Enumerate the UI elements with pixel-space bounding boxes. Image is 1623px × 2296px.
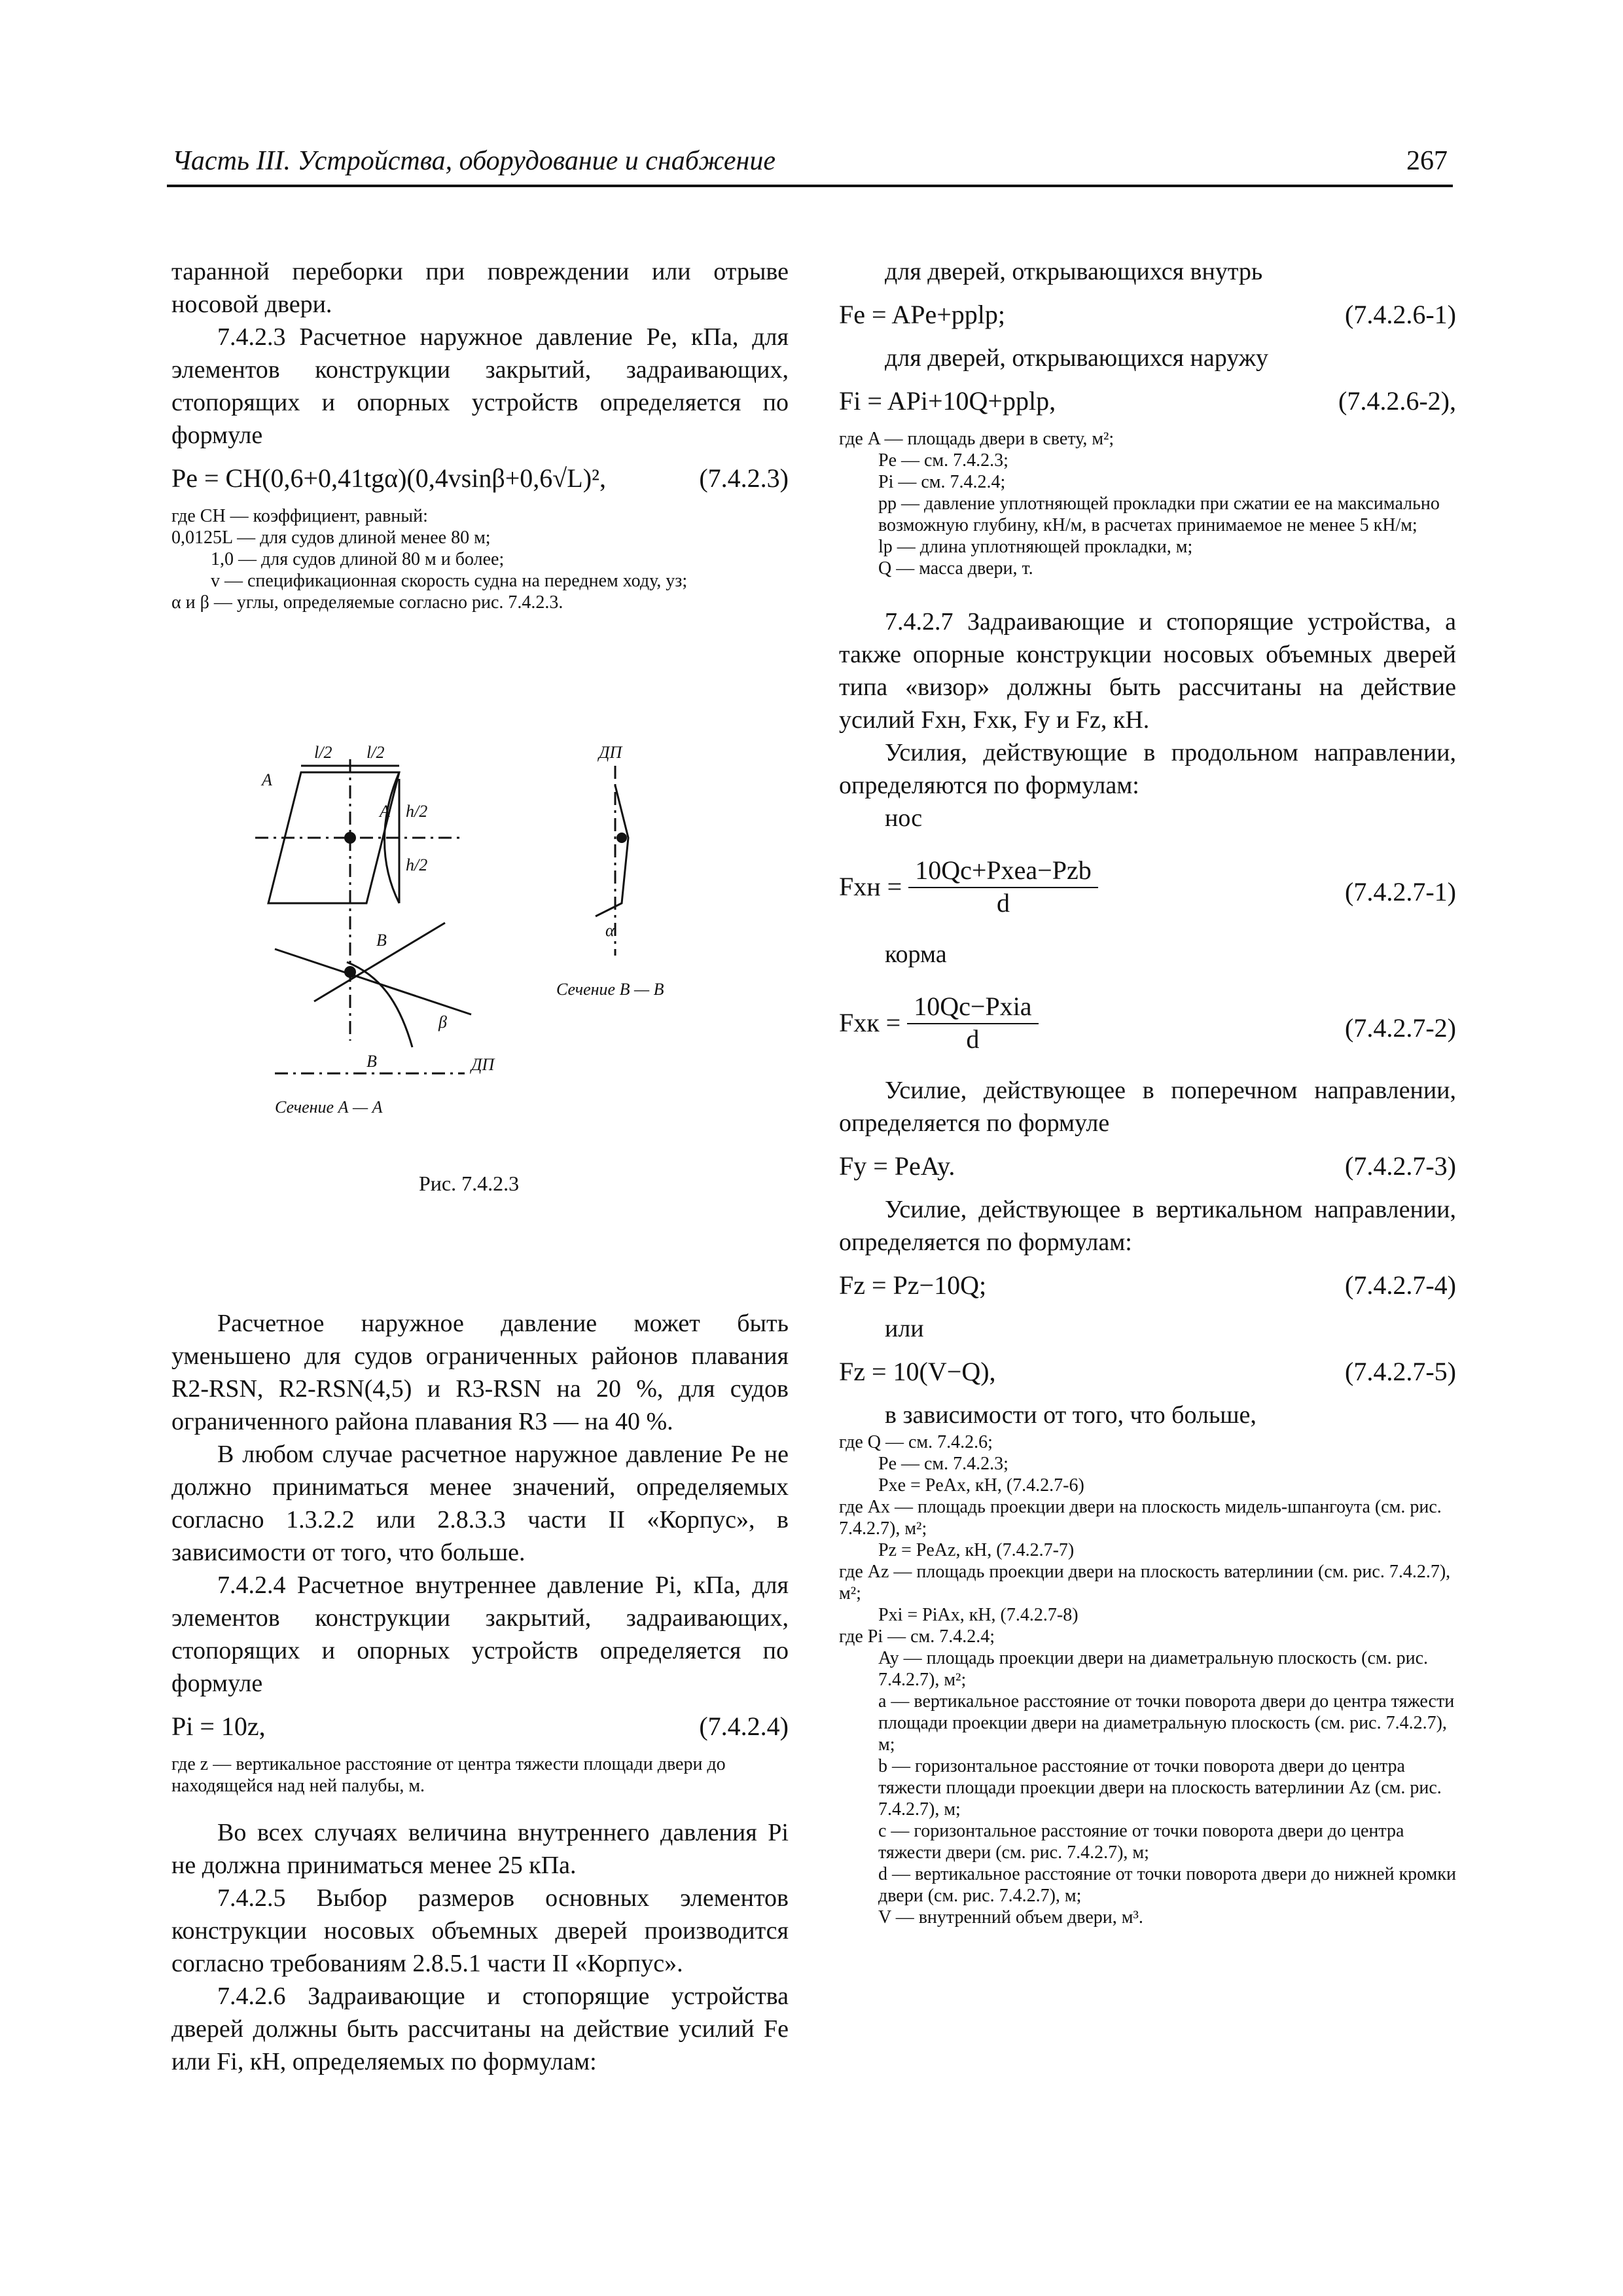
legend-item: где CH — коэффициент, равный: <box>171 506 428 526</box>
page-number: 267 <box>1406 146 1448 176</box>
fig-label: ДП <box>599 743 622 762</box>
line-aa <box>275 949 471 1014</box>
fig-label: ДП <box>471 1055 495 1074</box>
formula <box>839 1354 1456 1390</box>
legend-item: pp — давление уплотняющей прокладки при сжатии ее на максимально возможную глубину, кН/м, в расчетах принимаемое не менее 5 кН/м; <box>878 493 1440 535</box>
legend-item: где A — площадь двери в свету, м²; <box>839 429 1115 449</box>
formula-body: Fe = APe+pplp; <box>839 300 1006 329</box>
formula-number: (7.4.2.3) <box>699 463 789 493</box>
legend-item: Ay — площадь проекции двери на диаметральную плоскость (см. рис. 7.4.2.7), м²; <box>878 1648 1429 1690</box>
legend-item: V — внутренний объем двери, м³. <box>878 1907 1143 1928</box>
fig-label: h/2 <box>406 802 428 821</box>
legend-item: 0,0125L — для судов длиной менее 80 м; <box>171 528 491 548</box>
formula-number: (7.4.2.7-5) <box>1345 1357 1456 1386</box>
fraction-formula <box>839 854 1456 918</box>
figure-caption: Рис. 7.4.2.3 <box>419 1172 520 1195</box>
legend-item: Q — масса двери, т. <box>878 558 1033 579</box>
fraction <box>907 990 1038 1054</box>
formula-body: Fz = 10(V−Q), <box>839 1357 996 1386</box>
formula-body: Fy = PeAy. <box>839 1151 955 1181</box>
legend <box>171 505 789 613</box>
running-header <box>167 145 1453 179</box>
section-bb <box>596 785 628 916</box>
legend-item: v — спецификационная скорость судна на переднем ходу, уз; <box>211 571 688 591</box>
paragraph: для дверей, открывающихся наружу <box>885 344 1268 372</box>
legend-item: Pi — см. 7.4.2.4; <box>878 472 1006 492</box>
denominator: d <box>966 1024 980 1054</box>
fig-label: A <box>380 802 390 821</box>
denominator: d <box>996 888 1010 918</box>
legend-item: Pxe = PeAx, кН, (7.4.2.7-6) <box>878 1475 1084 1496</box>
paragraph: 7.4.2.6 Задраивающие и стопорящие устройства дверей должны быть рассчитаны на действие усилий Fe или Fi, кН, определяемых по формулам: <box>171 1982 789 2075</box>
formula-number: (7.4.2.6-2), <box>1338 386 1456 416</box>
legend-item: Pz = PeAz, кН, (7.4.2.7-7) <box>878 1540 1075 1560</box>
figure-7-4-2-3 <box>249 740 759 1211</box>
fig-label: l/2 <box>314 743 332 762</box>
legend-item: Pe — см. 7.4.2.3; <box>878 450 1008 471</box>
section-label: Сечение А — А <box>275 1098 383 1117</box>
legend-item: 1,0 — для судов длиной 80 м и более; <box>211 549 505 569</box>
formula-number: (7.4.2.7-1) <box>1345 877 1456 906</box>
header-rule <box>167 185 1453 187</box>
formula-lhs: Fxн = <box>839 871 902 901</box>
formula <box>839 1149 1456 1184</box>
fig-label: B <box>366 1052 377 1071</box>
legend-item: где Ax — площадь проекции двери на плоскость мидель-шпангоута (см. рис. 7.4.2.7), м²; <box>839 1497 1442 1539</box>
formula-body: Pi = 10z, <box>171 1712 266 1741</box>
formula-number: (7.4.2.7-2) <box>1345 1013 1456 1043</box>
right-column <box>839 255 1456 1928</box>
pivot-point <box>344 966 356 978</box>
section-label: Сечение В — В <box>556 980 664 999</box>
formula-number: (7.4.2.6-1) <box>1345 300 1456 329</box>
paragraph: Усилия, действующие в продольном направлении, определяются по формулам: <box>839 739 1456 799</box>
paragraph: Усилие, действующее в поперечном направлении, определяется по формуле <box>839 1077 1456 1137</box>
fig-label: α <box>605 921 615 940</box>
fig-label: l/2 <box>366 743 385 762</box>
numerator: 10Qc−Pxia <box>907 990 1038 1024</box>
formula-lhs: Fxк = <box>839 1007 901 1037</box>
paragraph: Расчетное наружное давление может быть уменьшено для судов ограниченных районов плавания R2-RSN, R2-RSN(4,5) и R3-RSN на 20 %, для судов ограниченного района плавания R3 — на 40 %. <box>171 1310 789 1435</box>
paragraph: Во всех случаях величина внутреннего давления Pi не должна приниматься менее 25 кПа. <box>171 1819 789 1879</box>
legend-item: α и β — углы, определяемые согласно рис. 7.4.2.3. <box>171 592 563 613</box>
formula <box>171 461 789 496</box>
legend-item: где Pi — см. 7.4.2.4; <box>839 1626 995 1647</box>
header-title: Часть III. Устройства, оборудование и снабжение <box>172 146 776 176</box>
fig-label: A <box>262 770 272 789</box>
formula-body: Fz = Pz−10Q; <box>839 1270 987 1300</box>
paragraph: для дверей, открывающихся внутрь <box>885 258 1263 285</box>
legend-item: a — вертикальное расстояние от точки поворота двери до центра тяжести площади проекции двери на диаметральную плоскость (см. рис. 7.4.2.7), м; <box>878 1691 1455 1755</box>
legend <box>839 1431 1456 1928</box>
fraction-formula <box>839 990 1456 1054</box>
paragraph: таранной переборки при повреждении или отрыве носовой двери. <box>171 258 789 318</box>
paragraph: 7.4.2.7 Задраивающие и стопорящие устройства, а также опорные конструкции носовых объемных дверей типа «визор» должны быть рассчитаны на действие усилий Fxн, Fxк, Fy и Fz, кН. <box>839 608 1456 734</box>
legend-item: Pe — см. 7.4.2.3; <box>878 1454 1008 1474</box>
paragraph: 7.4.2.5 Выбор размеров основных элементов конструкции носовых объемных дверей производится согласно требованиям 2.8.5.1 части II «Корпус». <box>171 1884 789 1977</box>
numerator: 10Qc+Pxea−Pzb <box>908 854 1098 888</box>
section-point <box>616 833 627 843</box>
legend-item: где Q — см. 7.4.2.6; <box>839 1432 993 1452</box>
legend-item: где z — вертикальное расстояние от центра тяжести площади двери до находящейся над ней палубы, м. <box>171 1754 726 1796</box>
fraction <box>908 854 1098 918</box>
formula <box>839 1268 1456 1303</box>
legend <box>839 428 1456 579</box>
fig-label: β <box>438 1013 447 1031</box>
paragraph: 7.4.2.4 Расчетное внутреннее давление Pi, кПа, для элементов конструкции закрытий, задраивающих, стопорящих и опорных устройств определяется по формуле <box>171 1571 789 1697</box>
paragraph: 7.4.2.3 Расчетное наружное давление Pe, кПа, для элементов конструкции закрытий, задраивающих, стопорящих и опорных устройств определяется по формуле <box>171 323 789 449</box>
legend-item: d — вертикальное расстояние от точки поворота двери до нижней кромки двери (см. рис. 7.4.2.7), м; <box>878 1864 1456 1906</box>
legend-item: где Az — площадь проекции двери на плоскость ватерлинии (см. рис. 7.4.2.7), м²; <box>839 1562 1451 1604</box>
formula-body: Fi = APi+10Q+pplp, <box>839 386 1056 416</box>
formula <box>171 1709 789 1744</box>
paragraph: Усилие, действующее в вертикальном направлении, определяется по формулам: <box>839 1196 1456 1256</box>
formula-number: (7.4.2.7-3) <box>1345 1151 1456 1181</box>
paragraph: или <box>885 1315 924 1342</box>
legend-item: Pxi = PiAx, кН, (7.4.2.7-8) <box>878 1605 1079 1625</box>
formula-body: Pe = CH(0,6+0,41tgα)(0,4vsinβ+0,6√L)², <box>171 463 607 493</box>
fig-label: B <box>376 931 387 950</box>
formula-number: (7.4.2.4) <box>699 1712 789 1741</box>
paragraph: В любом случае расчетное наружное давление Pe не должно приниматься менее значений, определяемых согласно 1.3.2.2 или 2.8.3.3 части II «Корпус», в зависимости от того, что больше. <box>171 1441 789 1566</box>
paragraph: корма <box>885 941 947 968</box>
paragraph: нос <box>885 804 923 832</box>
paragraph: в зависимости от того, что больше, <box>885 1401 1257 1429</box>
formula-number: (7.4.2.7-4) <box>1345 1270 1456 1300</box>
legend-item: c — горизонтальное расстояние от точки поворота двери до центра тяжести двери (см. рис. 7.4.2.7), м; <box>878 1821 1404 1863</box>
legend-item: b — горизонтальное расстояние от точки поворота двери до центра тяжести площади проекции двери на плоскость ватерлинии Az (см. рис. 7.4.2.7), м; <box>878 1756 1442 1820</box>
center-point <box>344 832 356 844</box>
legend-item: lp — длина уплотняющей прокладки, м; <box>878 537 1193 557</box>
formula <box>839 297 1456 332</box>
fig-label: h/2 <box>406 855 428 874</box>
formula <box>839 384 1456 419</box>
